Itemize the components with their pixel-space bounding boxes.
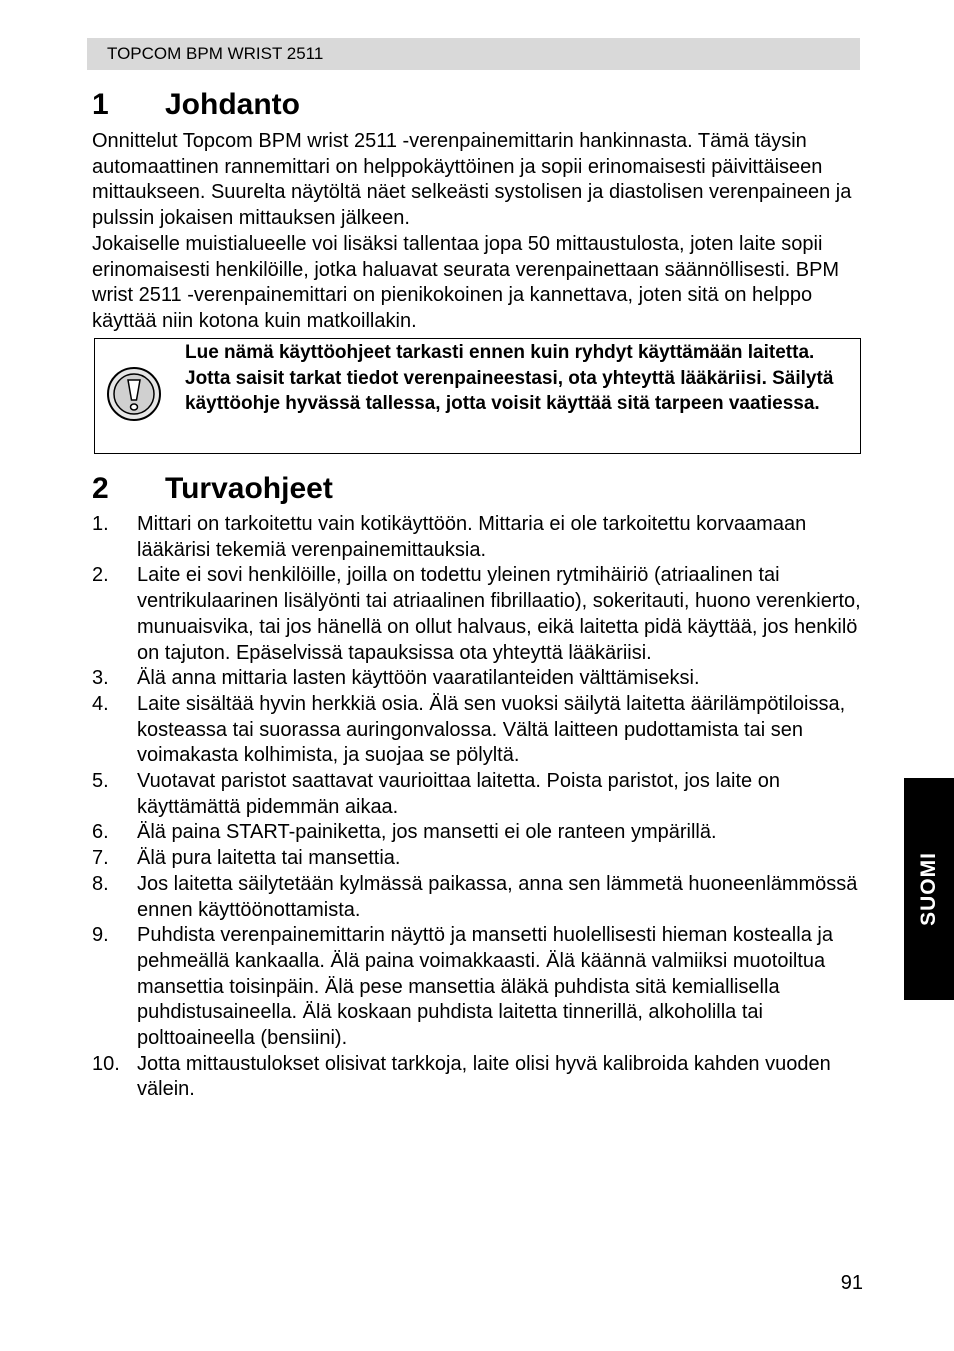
item-number: 5. bbox=[92, 770, 109, 793]
item-text: Laite sisältää hyvin herkkiä osia. Älä sen vuoksi säilytä laitetta äärilämpötiloissa, kosteassa tai suorassa auringonvalossa. Vältä laitteen pudottamista tai sen voimakasta kolhimista, ja suojaa se pölyltä. bbox=[137, 692, 846, 767]
list-item bbox=[92, 563, 867, 666]
item-text: Älä pura laitetta tai mansettia. bbox=[137, 847, 401, 870]
list-item bbox=[92, 872, 867, 923]
list-item bbox=[92, 923, 867, 1052]
notice-text: Lue nämä käyttöohjeet tarkasti ennen kuin ryhdyt käyttämään laitetta. Jotta saisit tarkat tiedot verenpaineestasi, ota yhteyttä lääkäriisi. Säilytä käyttöohje hyvässä tallessa, jotta voisit käyttää sitä tarpeen vaatiessa. bbox=[185, 342, 834, 414]
item-text: Puhdista verenpainemittarin näyttö ja mansetti huolellisesti hieman kostealla ja pehmeällä kankaalla. Älä paina voimakkaasti. Älä käännä valmiiksi muotoiltua mansettia toisinpäin. Älä pese mansettia äläkä puhdista sitä kemiallisella puhdistusaineella. Älä koskaan puhdista laitetta tinnerillä, alkoholilla tai polttoaineella (bensiini). bbox=[137, 924, 833, 1050]
item-text: Mittari on tarkoitettu vain kotikäyttöön. Mittaria ei ole tarkoitettu korvaamaan lääkärisi tekemiä verenpainemittauksia. bbox=[137, 513, 807, 561]
item-text: Jos laitetta säilytetään kylmässä paikassa, anna sen lämmetä huoneenlämmössä ennen käyttöönottamista. bbox=[137, 872, 858, 921]
item-number: 2. bbox=[92, 564, 109, 587]
list-item bbox=[92, 512, 867, 563]
language-label: SUOMI bbox=[917, 852, 940, 926]
running-header bbox=[87, 38, 860, 70]
list-item bbox=[92, 1052, 867, 1103]
safety-instructions-list bbox=[92, 512, 867, 1103]
item-number: 1. bbox=[92, 513, 109, 535]
item-number: 9. bbox=[92, 924, 109, 947]
item-number: 6. bbox=[92, 821, 109, 844]
item-text: Laite ei sovi henkilöille, joilla on todettu yleinen rytmihäiriö (atriaalinen tai ventrikulaarinen lisälyönti tai atriaalinen fibrillaatio), sokeritauti, huono verenkierto, munuaisvika, tai jos hänellä on ollut halvaus, eikä laitetta pidä käyttää, jos henkilö on tajuton. Epäselvissä tapauksissa ota yhteyttä lääkäriisi. bbox=[137, 564, 861, 664]
item-number: 10. bbox=[92, 1052, 120, 1075]
item-number: 8. bbox=[92, 872, 109, 895]
item-number: 4. bbox=[92, 692, 109, 715]
item-text: Älä anna mittaria lasten käyttöön vaaratilanteiden välttämiseksi. bbox=[137, 667, 700, 690]
list-item bbox=[92, 769, 867, 820]
item-text: Jotta mittaustulokset olisivat tarkkoja, laite olisi hyvä kalibroida kahden vuoden välein. bbox=[137, 1052, 831, 1101]
header-title: TOPCOM BPM WRIST 2511 bbox=[107, 44, 324, 63]
item-text: Vuotavat paristot saattavat vaurioittaa laitetta. Poista paristot, jos laite on käyttämättä pidemmän aikaa. bbox=[137, 770, 780, 818]
item-number: 3. bbox=[92, 667, 109, 690]
list-item bbox=[92, 820, 867, 846]
list-item bbox=[92, 846, 867, 872]
notice-box bbox=[94, 338, 861, 454]
item-number: 7. bbox=[92, 847, 109, 870]
list-item bbox=[92, 692, 867, 769]
intro-paragraph: Onnittelut Topcom BPM wrist 2511 -verenpainemittarin hankinnasta. Tämä täysin automaattinen rannemittari on helppokäyttöinen ja sopii erinomaisesti päivittäiseen mittaukseen. Suurelta näytöltä näet selkeästi systolisen ja diastolisen verenpaineen ja pulssin jokaisen mittauksen jälkeen. Jokaiselle muistialueelle voi lisäksi tallentaa jopa 50 mittaustulosta, joten laite sopii erinomaisesti henkilöille, jotka haluavat seurata verenpainettaan säännöllisesti. BPM wrist 2511 -verenpainemittari on pienikokoinen ja kannettava, joten sitä on helppo käyttää niin kotona kuin matkoillakin. bbox=[92, 130, 852, 332]
item-text: Älä paina START-painiketta, jos mansetti ei ole ranteen ympärillä. bbox=[137, 821, 717, 844]
language-tab bbox=[904, 778, 954, 1000]
section-number: 1 bbox=[92, 88, 109, 121]
section-title: Turvaohjeet bbox=[165, 472, 333, 505]
list-item bbox=[92, 666, 867, 692]
section-title: Johdanto bbox=[165, 88, 300, 121]
exclamation-icon bbox=[106, 366, 162, 422]
page-number: 91 bbox=[840, 1272, 863, 1294]
section-number: 2 bbox=[92, 472, 109, 505]
